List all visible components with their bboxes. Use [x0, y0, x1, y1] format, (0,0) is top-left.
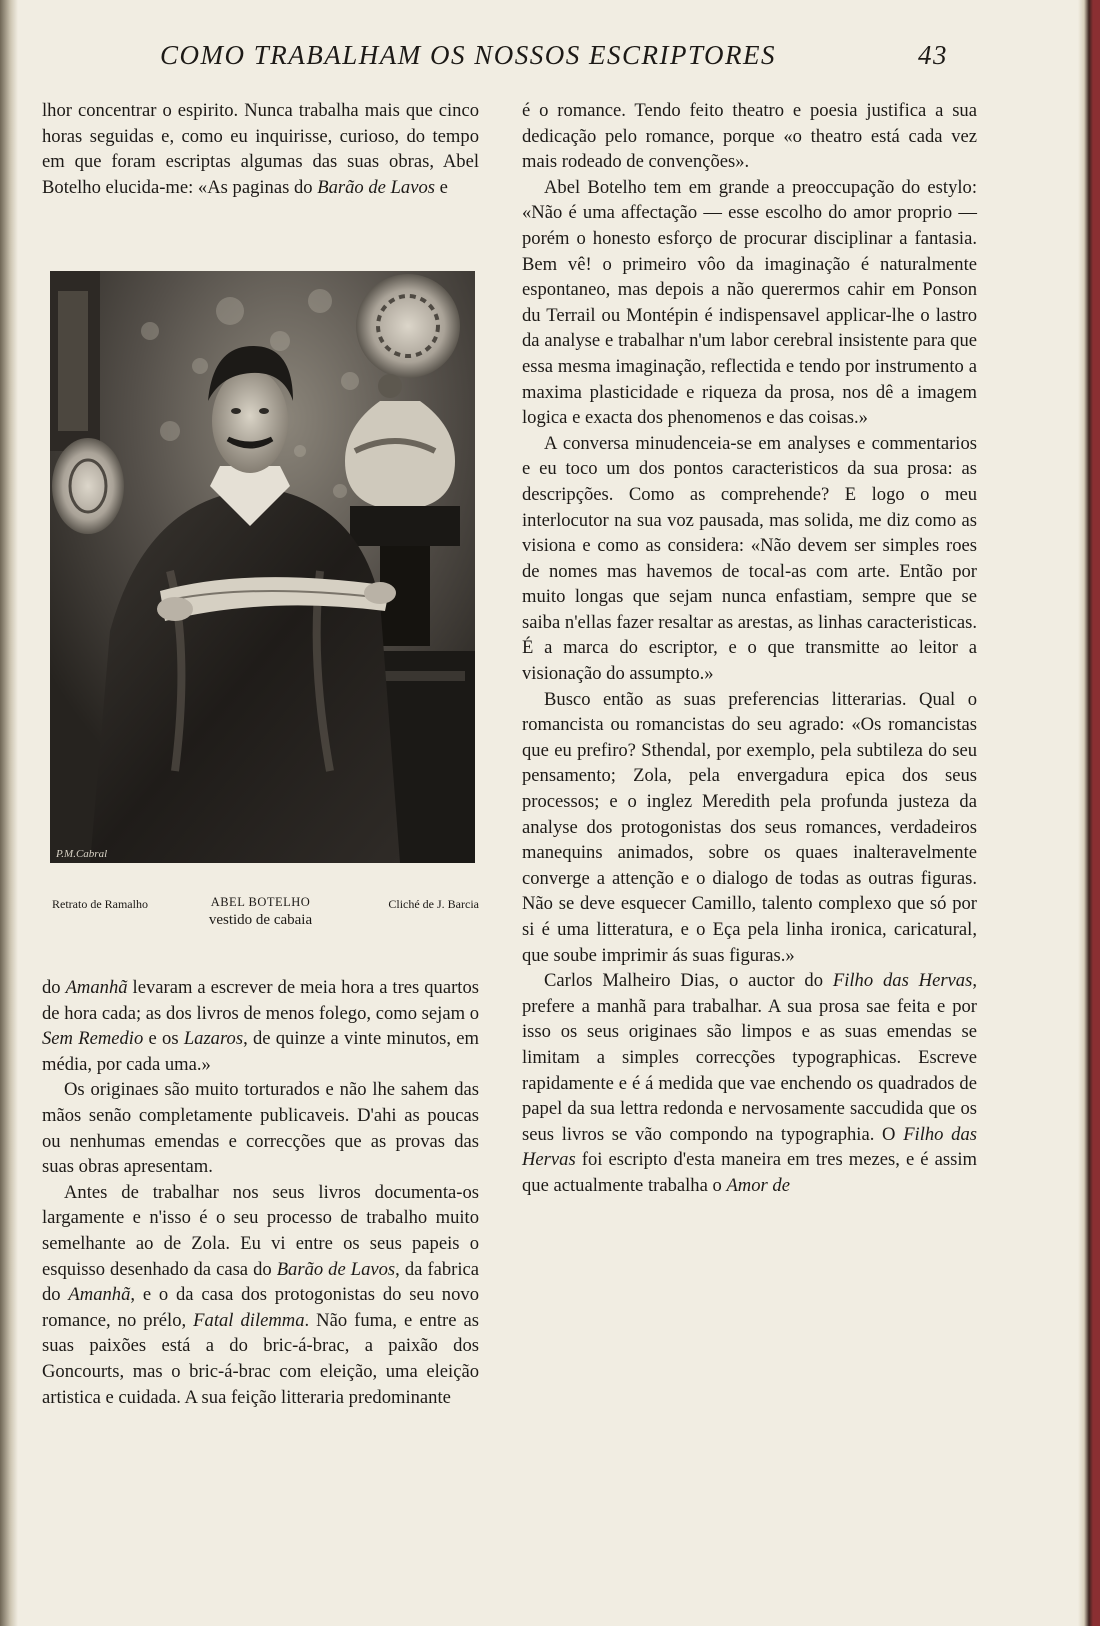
decorative-plate	[52, 438, 124, 534]
paragraph: do Amanhã levaram a escrever de meia hora a tres quartos de hora cada; as dos livros de menos folego, como sejam o Sem Remedio e os Lazaros, de quinze a vinte minutos, em média, por cada uma.»	[42, 977, 480, 1075]
caption-title: ABEL BOTELHO	[210, 895, 311, 909]
paragraph: Abel Botelho tem em grande a preoccupação do estylo: «Não é uma affectação — esse escolho do amor proprio — porém o honesto esforço de procurar disciplinar a fantasia. Bem vê! o primeiro vôo da imaginação é naturalmente espontaneo, mas depois a não querermos cahir em Ponson du Terrail ou Montépin é indispensavel applicar-lhe o lastro da analyse e trabalhar n'um labor cerebral insistente para que essa mesma imaginação, reflectida e tendo por instrumento a maxima plasticidade e riqueza da prosa, nos dê a imagem logica e exacta dos phenomenos e das coisas.»	[522, 176, 977, 429]
left-lower-text	[42, 975, 479, 1410]
hand	[157, 597, 193, 621]
paragraph: Antes de trabalhar nos seus livros documenta-os largamente e n'isso é o seu processo de trabalho muito semelhante ao de Zola. Eu vi entre os seus papeis o esquisso desenhado da casa do Barão de Lavos, da fabrica do Amanhã, e o da casa dos protogonistas do seu novo romance, no prélo, Fatal dilemma. Não fuma, e entre as suas paixões está a do bric-á-brac, a paixão dos Goncourts, mas o bric-á-brac com eleição, uma eleição artistica e cuidada. A sua feição litteraria predominante	[42, 1181, 479, 1408]
binding-shadow	[0, 0, 18, 1626]
paragraph: Busco então as suas preferencias litterarias. Qual o romancista ou romancistas do seu agrado: «Os romancistas que eu prefiro? Sthendal, por exemplo, pela subtileza do seu pensamento; Zola, pela envergadura epica dos seus processos; e o inglez Meredith pela profunda justeza da analyse dos protogonistas dos seus romances, verdadeiros manequins animados, sobre os quaes inalteravelmente converge a attenção e o dialogo de todas as outras figuras. Não se deve esquecer Camillo, talento complexo que só por si é uma litteratura, e o Eça pela linha ironica, caricatural, que soube imprimir ás suas figuras.»	[522, 688, 977, 966]
pedestal	[350, 506, 460, 546]
paragraph: Carlos Malheiro Dias, o auctor do Filho das Hervas, prefere a manhã para trabalhar. A sua prosa sae feita e por isso os seus originaes são limpos e as suas emendas se limitam a simples correcções typographicas. Escreve rapidamente e é á medida que vae enchendo os quadrados de papel da sua lettra redonda e nervosamente saccudida que os seus livros se vão compondo na typographia. O Filho das Hervas foi escripto d'esta maneira em tres mezes, e é assim que actualmente trabalha o Amor de	[522, 970, 977, 1196]
photo-caption	[42, 897, 479, 937]
page-edge	[1078, 0, 1100, 1626]
portrait-photo	[50, 271, 475, 863]
face	[212, 369, 288, 473]
left-upper-paragraph: lhor concentrar o espirito. Nunca trabalha mais que cinco horas seguidas e, como eu inquirisse, curioso, do tempo em que foram escriptas algumas das suas obras, Abel Botelho elucida-me: «As paginas do Barão de Lavos e	[42, 100, 479, 198]
portrait-illustration	[50, 271, 475, 863]
right-column-text	[522, 98, 977, 1199]
page-number: 43	[918, 40, 948, 70]
caption-credit-portrait: Retrato de Ramalho	[52, 897, 148, 911]
running-title: COMO TRABALHAM OS NOSSOS ESCRIPTORES	[160, 40, 776, 70]
paragraph: é o romance. Tendo feito theatro e poesia justifica a sua dedicação pelo romance, porque «o theatro está cada vez mais rodeado de convenções».	[522, 100, 977, 173]
decorative-plate	[356, 274, 460, 378]
paragraph: Os originaes são muito torturados e não lhe sahem das mãos senão completamente publicaveis. D'ahi as poucas ou nenhumas emendas e correcções que as provas das suas obras apresentam.	[42, 1079, 479, 1178]
painter-signature: P.M.Cabral	[56, 848, 108, 860]
caption-subtitle: vestido de cabaia	[208, 912, 313, 928]
caption-credit-cliche: Cliché de J. Barcia	[388, 897, 479, 911]
hand	[364, 582, 396, 604]
paragraph: A conversa minudenceia-se em analyses e commentarios e eu toco um dos pontos caracteristicos da sua prosa: as descripções. Como as comprehende? E logo o meu interlocutor na sua voz pausada, mas solida, me diz como as visiona e como as considera: «Não devem ser simples roes de nomes mas havemos de tocal-as com arte. Então por muito longas que sejam nunca enfastiam, sempre que se saiba n'ellas fazer resaltar as arestas, as linhas caracteristicas. É a marca do escriptor, e o que transmitte ao leitor a visionação do assumpto.»	[522, 432, 977, 685]
